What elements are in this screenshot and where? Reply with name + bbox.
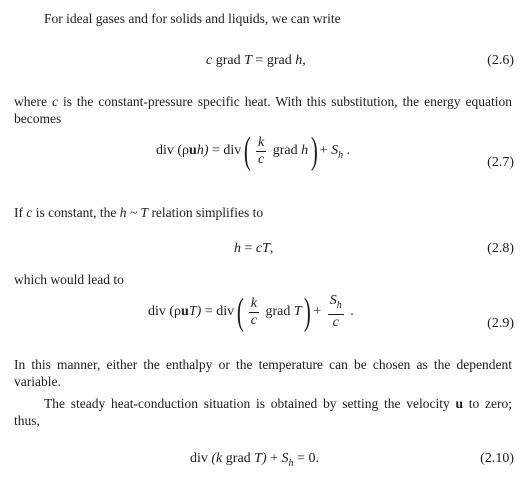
equation-number-2-7: (2.7) [487, 155, 514, 170]
where-text: where c is the constant-pressure specific heat. With this substitution, the energy equation becomes [14, 94, 513, 126]
steady-text: The steady heat-conduction situation is obtained by setting the velocity u to zero; thus, [14, 396, 513, 428]
equation-number-2-6: (2.6) [487, 53, 514, 68]
right-paren: ) [304, 291, 311, 333]
equation-number-2-8: (2.8) [487, 241, 514, 256]
equation-2-10: div (k grad $T) + S_h = 0$. [190, 451, 319, 469]
fraction-k-over-c: $\frac{k}{c}$ [250, 295, 257, 328]
intro-text: For ideal gases and for solids and liquids, we can write [44, 11, 341, 26]
right-paren: ) [310, 130, 318, 172]
equation-number-2-10: (2.10) [480, 451, 514, 466]
fraction-S-over-c: $\frac{S_h}{c}$ [329, 293, 342, 330]
equation-2-7: div (ρuh) = div ( $\frac{k}{c}$ grad h ) + $S_h$ . [156, 130, 351, 172]
left-paren: ( [236, 291, 244, 333]
fraction-k-over-c: $\frac{k}{c}$ [257, 134, 265, 167]
manner-text: In this manner, either the enthalpy or the temperature can be chosen as the dependent variable. [14, 357, 512, 389]
lead-text: which would lead to [14, 272, 124, 287]
left-paren: ( [243, 130, 251, 172]
equation-2-9: div (ρuT) = div ( $\frac{k}{c}$ grad T ) + $\frac{S_h}{c}$ . [148, 291, 354, 333]
equation-2-6: c grad T = grad h, [206, 53, 306, 68]
if-c-constant-text: If c is constant, the h ~ T relation simplifies to [14, 205, 264, 220]
equation-number-2-9: (2.9) [487, 316, 514, 331]
equation-2-8: h = cT, [234, 241, 274, 256]
